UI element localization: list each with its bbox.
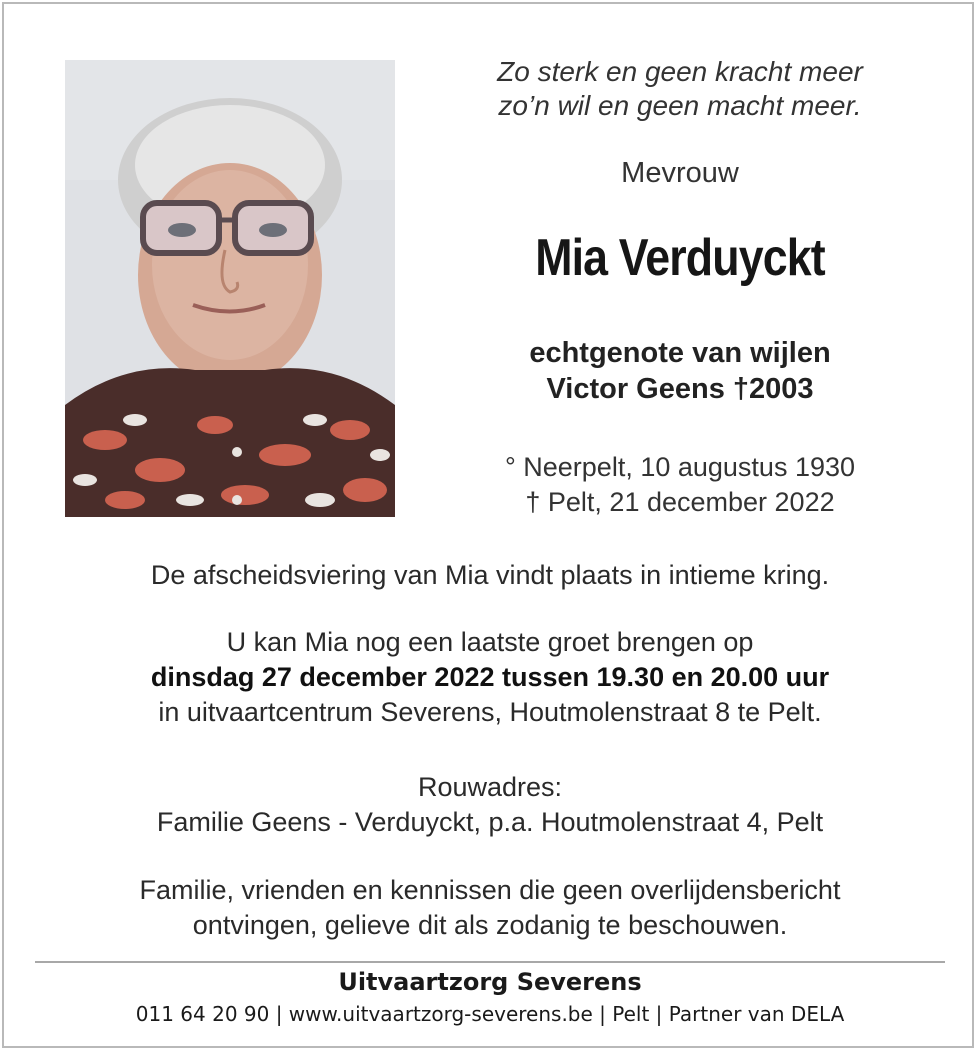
spouse-line-1: echtgenote van wijlen [529, 337, 831, 369]
spouse-info [395, 335, 965, 407]
life-dates [395, 450, 965, 520]
visitation-info [0, 625, 980, 730]
quote [395, 55, 965, 123]
deceased-name: Mia Verduyckt [535, 229, 825, 287]
notice-text [0, 873, 980, 943]
honorific: Mevrouw [621, 157, 739, 189]
footer-divider [35, 961, 945, 963]
notice-line-1: Familie, vrienden en kennissen die geen overlijdensbericht [139, 875, 841, 905]
address-label: Rouwadres: [417, 772, 563, 802]
portrait-photo [65, 60, 395, 517]
visitation-line-1: U kan Mia nog een laatste groet brengen op [226, 627, 754, 657]
funeral-company-contact: 011 64 20 90 | www.uitvaartzorg-severens.be | Pelt | Partner van DELA [135, 1002, 845, 1026]
address-value: Familie Geens - Verduyckt, p.a. Houtmolenstraat 4, Pelt [156, 807, 824, 837]
ceremony-text: De afscheidsviering van Mia vindt plaats in intieme kring. [150, 560, 830, 590]
quote-line-2: zo’n wil en geen macht meer. [498, 90, 862, 121]
visitation-location: in uitvaartcentrum Severens, Houtmolenstraat 8 te Pelt. [158, 697, 822, 727]
funeral-company-name: Uitvaartzorg Severens [338, 968, 642, 996]
visitation-date: dinsdag 27 december 2022 tussen 19.30 en 20.00 uur [150, 662, 830, 692]
spouse-line-2: Victor Geens †2003 [546, 373, 814, 405]
quote-line-1: Zo sterk en geen kracht meer [497, 56, 863, 87]
mourning-address [0, 770, 980, 840]
death-date: † Pelt, 21 december 2022 [525, 487, 835, 517]
notice-line-2: ontvingen, gelieve dit als zodanig te beschouwen. [192, 910, 788, 940]
birth-date: ° Neerpelt, 10 augustus 1930 [504, 452, 856, 482]
